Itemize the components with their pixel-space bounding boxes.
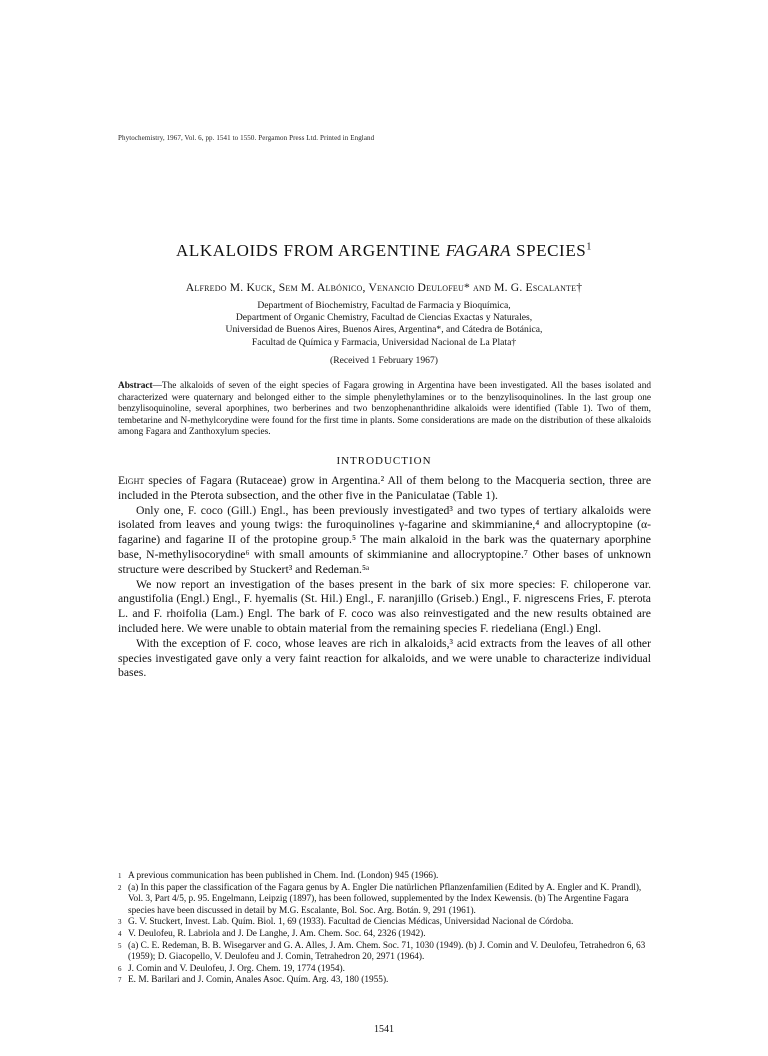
footnote-text: (a) C. E. Redeman, B. B. Wisegarver and G. A. Alles, J. Am. Chem. Soc. 71, 1030 (1949). (b) J. Comin and V. Deulofeu, Tetrahedron 6, 63 (1959); D. Giacopello, V. Deulofeu and J. Comin, Tetrahedron 20, 2971 (1964).	[128, 940, 646, 963]
footnote	[118, 929, 651, 941]
author-escalante: and M. G. Escalante	[469, 281, 577, 294]
paragraph-text: species of Fagara (Rutaceae) grow in Argentina.² All of them belong to the Macqueria section, three are included in the Pterota subsection, and the other five in the Paniculatae (Table 1).	[118, 474, 652, 502]
affiliation-line: Department of Biochemistry, Facultad de Farmacia y Bioquímica,	[257, 300, 511, 311]
footnote-text: V. Deulofeu, R. Labriola and J. De Langhe, J. Am. Chem. Soc. 64, 2326 (1942).	[128, 928, 426, 939]
footnotes	[118, 871, 651, 987]
footnote-text: E. M. Barilari and J. Comin, Anales Asoc. Quím. Arg. 43, 180 (1955).	[128, 975, 389, 986]
affiliation-line: Universidad de Buenos Aires, Buenos Aires, Argentina*, and Cátedra de Botánica,	[225, 324, 543, 336]
section-heading-introduction: INTRODUCTION	[336, 455, 432, 467]
footnote	[118, 883, 651, 918]
introduction-body	[118, 474, 651, 681]
footnote-text: G. V. Stuckert, Invest. Lab. Quím. Biol. 1, 69 (1933). Facultad de Ciencias Médicas, Universidad Nacional de Córdoba.	[128, 917, 574, 928]
paragraph: We now report an investigation of the bases present in the bark of six more species: F. chiloperone var. angustifolia (Engl.) Engl., F. hyemalis (St. Hil.) Engl., F. naranjillo (Griseb.) Engl., F. nigrescens Fries, F. pterota L. and F. rhoifolia (Lam.) Engl. The bark of F. coco was also reinvestigated and the new results obtained are included here. We were unable to obtain material from the remaining species F. riedeliana (Engl.) Engl.	[118, 577, 651, 635]
footnote	[118, 917, 651, 929]
footnote	[118, 941, 651, 964]
footnote-number: 1	[118, 872, 122, 880]
abstract-label: Abstract	[118, 381, 153, 391]
footnote-number: 2	[118, 883, 122, 892]
author-list	[0, 281, 768, 294]
author-deulofeu-mark: *	[463, 281, 470, 294]
page-number: 1541	[374, 1024, 394, 1035]
journal-header: Phytochemistry, 1967, Vol. 6, pp. 1541 to 1550. Pergamon Press Ltd. Printed in England	[118, 134, 375, 142]
title-genus: FAGARA	[445, 241, 512, 260]
footnote-number: 4	[118, 929, 122, 938]
author-albonico: Sem M. Albónico,	[278, 281, 369, 294]
affiliations	[0, 300, 768, 349]
author-escalante-mark: †	[576, 281, 583, 294]
footnote	[118, 975, 651, 987]
paper-title	[0, 241, 768, 261]
footnote-number: 7	[118, 976, 122, 985]
title-main: ALKALOIDS FROM ARGENTINE	[176, 241, 446, 260]
paragraph: With the exception of F. coco, whose leaves are rich in alkaloids,³ acid extracts from the leaves of all other species investigated gave only a very faint reaction for alkaloids, and we were unable to characterize individual bases.	[118, 636, 651, 680]
paragraph: Only one, F. coco (Gill.) Engl., has been previously investigated³ and two types of tertiary alkaloids were isolated from leaves and young twigs: the furoquinolines γ-fagarine and skimmianine,⁴ and allocryptopine (α-fagarine) and fagarine II of the protopine group.⁵ The main alkaloid in the bark was the quaternary aporphine base, N-methylisocorydine⁶ with small amounts of skimmianine and allocryptopine.⁷ Other bases of unknown structure were described by Stuckert³ and Redeman.⁵ᵃ	[118, 503, 651, 576]
affiliation-line: Facultad de Química y Farmacia, Universidad Nacional de La Plata†	[251, 336, 517, 348]
author-kuck: Alfredo M. Kuck,	[185, 281, 279, 294]
title-tail: SPECIES	[511, 241, 587, 260]
paragraph	[118, 474, 651, 504]
footnote	[118, 964, 651, 976]
footnote-text: A previous communication has been published in Chem. Ind. (London) 945 (1966).	[128, 871, 439, 881]
abstract-text: —The alkaloids of seven of the eight species of Fagara growing in Argentina have been investigated. All the bases isolated and characterized were quaternary and belonged either to the simple phenylethylamines or to the benzylisoquinolines. In the last group one benzylisoquinoline, several aporphines, two berberines and two benzophenanthridine alkaloids were identified (Table 1). Two of them, tembetarine and N-methylcorydine were found for the first time in plants. Some considerations are made on the distribution of these alkaloids among Fagara and Zanthoxylum species.	[118, 381, 651, 438]
footnote-number: 6	[118, 964, 122, 973]
abstract	[118, 381, 651, 439]
footnote-number: 5	[118, 941, 122, 950]
footnote-text: J. Comin and V. Deulofeu, J. Org. Chem. 19, 1774 (1954).	[128, 963, 345, 974]
author-deulofeu: Venancio Deulofeu	[368, 281, 464, 294]
received-date: (Received 1 February 1967)	[330, 355, 438, 366]
footnote-number: 3	[118, 918, 122, 927]
footnote	[118, 871, 651, 883]
paragraph-lead: Eight	[118, 474, 145, 487]
title-footnote-mark: 1	[586, 241, 592, 253]
affiliation-line: Department of Organic Chemistry, Facultad de Ciencias Exactas y Naturales,	[235, 312, 533, 324]
footnote-text: (a) In this paper the classification of the Fagara genus by A. Engler Die natürlichen Pflanzenfamilien (Edited by A. Engler and K. Prandl), Vol. 3, Part 4/5, p. 95. Engelmann, Leipzig (1897), has been followed, supplemented by the Index Kewensis. (b) The Argentine Fagara species have been discussed in detail by M.G. Escalante, Bol. Soc. Arg. Botán. 9, 291 (1961).	[128, 882, 642, 916]
